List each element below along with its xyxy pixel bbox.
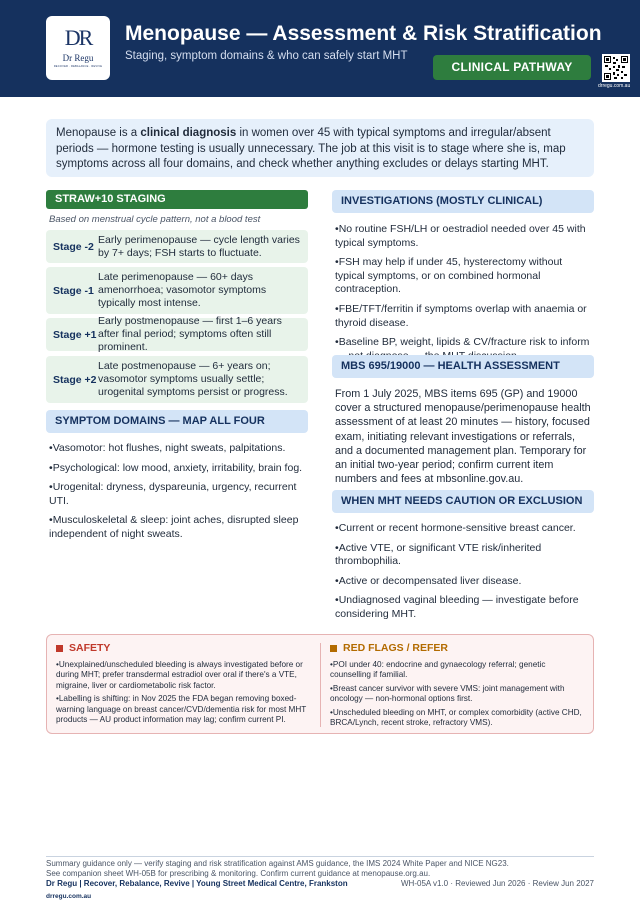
caution-list — [335, 522, 593, 628]
list-item: • Current or recent hormone-sensitive breast cancer. — [335, 522, 593, 536]
investigations-heading: INVESTIGATIONS (MOSTLY CLINICAL) — [332, 190, 594, 213]
logo-monogram: DR — [64, 25, 92, 50]
list-item: • POI under 40: endocrine and gynaecology referral; genetic counselling if familial. — [330, 660, 586, 681]
list-item: • FSH may help if under 45, hysterectomy without typical symptoms, or on combined hormonal contraception. — [335, 256, 593, 297]
header-banner — [0, 0, 640, 97]
page-title: Menopause — Assessment & Risk Stratification — [125, 22, 602, 45]
list-item: • Urogenital: dryness, dyspareunia, urgency, recurrent UTI. — [49, 481, 307, 508]
stage-label: Stage +2 — [53, 373, 97, 386]
symptoms-list — [49, 442, 307, 548]
symptoms-heading: SYMPTOM DOMAINS — MAP ALL FOUR — [46, 410, 308, 433]
straw-note: Based on menstrual cycle pattern, not a blood test — [49, 214, 261, 225]
list-item: • Unscheduled bleeding on MHT, or complex comorbidity (active CHD, BRCA/Lynch, recent stroke, refractory VMS). — [330, 708, 586, 729]
list-item: • Active or decompensated liver disease. — [335, 575, 593, 589]
list-item: • Breast cancer survivor with severe VMS: joint management with oncology — non-hormonal options first. — [330, 684, 586, 705]
caution-heading: WHEN MHT NEEDS CAUTION OR EXCLUSION — [332, 490, 594, 513]
list-item: • Psychological: low mood, anxiety, irritability, brain fog. — [49, 462, 307, 476]
investigations-list — [335, 223, 593, 369]
footer-line-2: See companion sheet WH-05B for prescribing & monitoring. Confirm current guidance at menopause.org.au. — [46, 869, 431, 878]
footer-line-1: Summary guidance only — verify staging and risk stratification against AMS guidance, the IMS 2024 White Paper and NICE NG23. — [46, 859, 509, 868]
list-item: • Labelling is shifting: in Nov 2025 the FDA began removing boxed-warning language on breast cancer/CVD/dementia risk for most MHT products — AU product information may lag; confirm current PI. — [56, 694, 312, 725]
logo — [46, 16, 110, 80]
redflags-heading — [330, 642, 448, 654]
redflags-list — [330, 660, 586, 731]
list-item: • Baseline BP, weight, lipids & CV/fracture risk to inform — [335, 336, 593, 363]
qr-code-icon[interactable] — [602, 54, 630, 82]
safety-box — [46, 634, 594, 734]
stage-row — [46, 267, 308, 314]
square-icon — [56, 645, 63, 652]
stage-description: Early postmenopause — first 1–6 years after final period; symptoms often still prominent. — [98, 315, 282, 353]
logo-name: Dr Regu — [62, 53, 94, 63]
footer-meta: WH-05A v1.0 · Reviewed Jun 2026 · Review Jun 2027 — [401, 879, 594, 888]
mbs-text: From 1 July 2025, MBS items 695 (GP) and 19000 cover a structured menopause/perimenopause health assessment of at least 20 minutes — history, focused exam, initiating relevant investigations or referrals, and a documented management plan. Temporary for an initial two-year period; confirm current item numbers and fees at mbsonline.gov.au. — [335, 388, 591, 486]
straw-heading: STRAW+10 STAGING — [46, 190, 308, 209]
logo-tagline: RECOVER · REBALANCE · REVIVE — [53, 65, 103, 68]
stage-label: Stage +1 — [53, 328, 97, 341]
clinical-pathway-badge: CLINICAL PATHWAY — [433, 55, 591, 80]
stage-label: Stage -2 — [53, 240, 94, 253]
mbs-heading: MBS 695/19000 — HEALTH ASSESSMENT — [332, 355, 594, 378]
safety-heading-label: SAFETY — [69, 642, 111, 654]
divider — [320, 643, 321, 727]
footer-url[interactable]: drregu.com.au — [46, 893, 92, 900]
intro-panel — [46, 119, 594, 177]
list-item: • No routine FSH/LH or oestradiol needed over 45 with typical symptoms. — [335, 223, 593, 250]
footer-divider — [46, 856, 594, 857]
list-item: • Vasomotor: hot flushes, night sweats, palpitations. — [49, 442, 307, 456]
safety-list — [56, 660, 312, 728]
square-icon — [330, 645, 337, 652]
stage-label: Stage -1 — [53, 284, 94, 297]
safety-heading — [56, 642, 110, 654]
stage-description: Early perimenopause — cycle length varies by 7+ days; FSH starts to fluctuate. — [98, 233, 300, 259]
intro-text-start: Menopause is a — [56, 127, 141, 139]
stage-row — [46, 230, 308, 263]
list-item: • FBE/TFT/ferritin if symptoms overlap with anaemia or thyroid disease. — [335, 303, 593, 330]
stage-row — [46, 315, 308, 353]
redflags-heading-label: RED FLAGS / REFER — [343, 642, 449, 654]
intro-emphasis: clinical diagnosis — [140, 127, 237, 139]
list-item: • Active VTE, or significant VTE risk/inherited thrombophilia. — [335, 542, 593, 569]
intro-text-end: in women over 45 with typical symptoms and irregular/absent periods — hormone testing is usually unnecessary. The job at this visit is to stage where she is, map symptoms across all four domains, and check whether anything excludes or delays starting MHT. — [56, 127, 566, 171]
qr-url: drregu.com.au — [598, 83, 631, 89]
stage-row — [46, 356, 308, 403]
list-item: • Undiagnosed vaginal bleeding — investigate before considering MHT. — [335, 594, 593, 621]
list-item: • Musculoskeletal & sleep: joint aches, disrupted sleep independent of night sweats. — [49, 514, 307, 541]
page-subtitle: Staging, symptom domains & who can safely start MHT — [125, 50, 408, 62]
stage-description: Late perimenopause — 60+ days amenorrhoea; vasomotor symptoms typically most intense. — [98, 271, 267, 309]
footer-brand: Dr Regu | Recover, Rebalance, Revive | Young Street Medical Centre, Frankston — [46, 879, 348, 888]
list-item: • Unexplained/unscheduled bleeding is always investigated before or during MHT; prefer transdermal estradiol over oral if there's a VTE, migraine, liver or cardiometabolic risk factor. — [56, 660, 312, 691]
stage-description: Late postmenopause — 6+ years on; vasomotor symptoms usually settle; urogenital symptoms persist or progress. — [98, 360, 288, 398]
footer-disclaimer — [46, 859, 509, 879]
